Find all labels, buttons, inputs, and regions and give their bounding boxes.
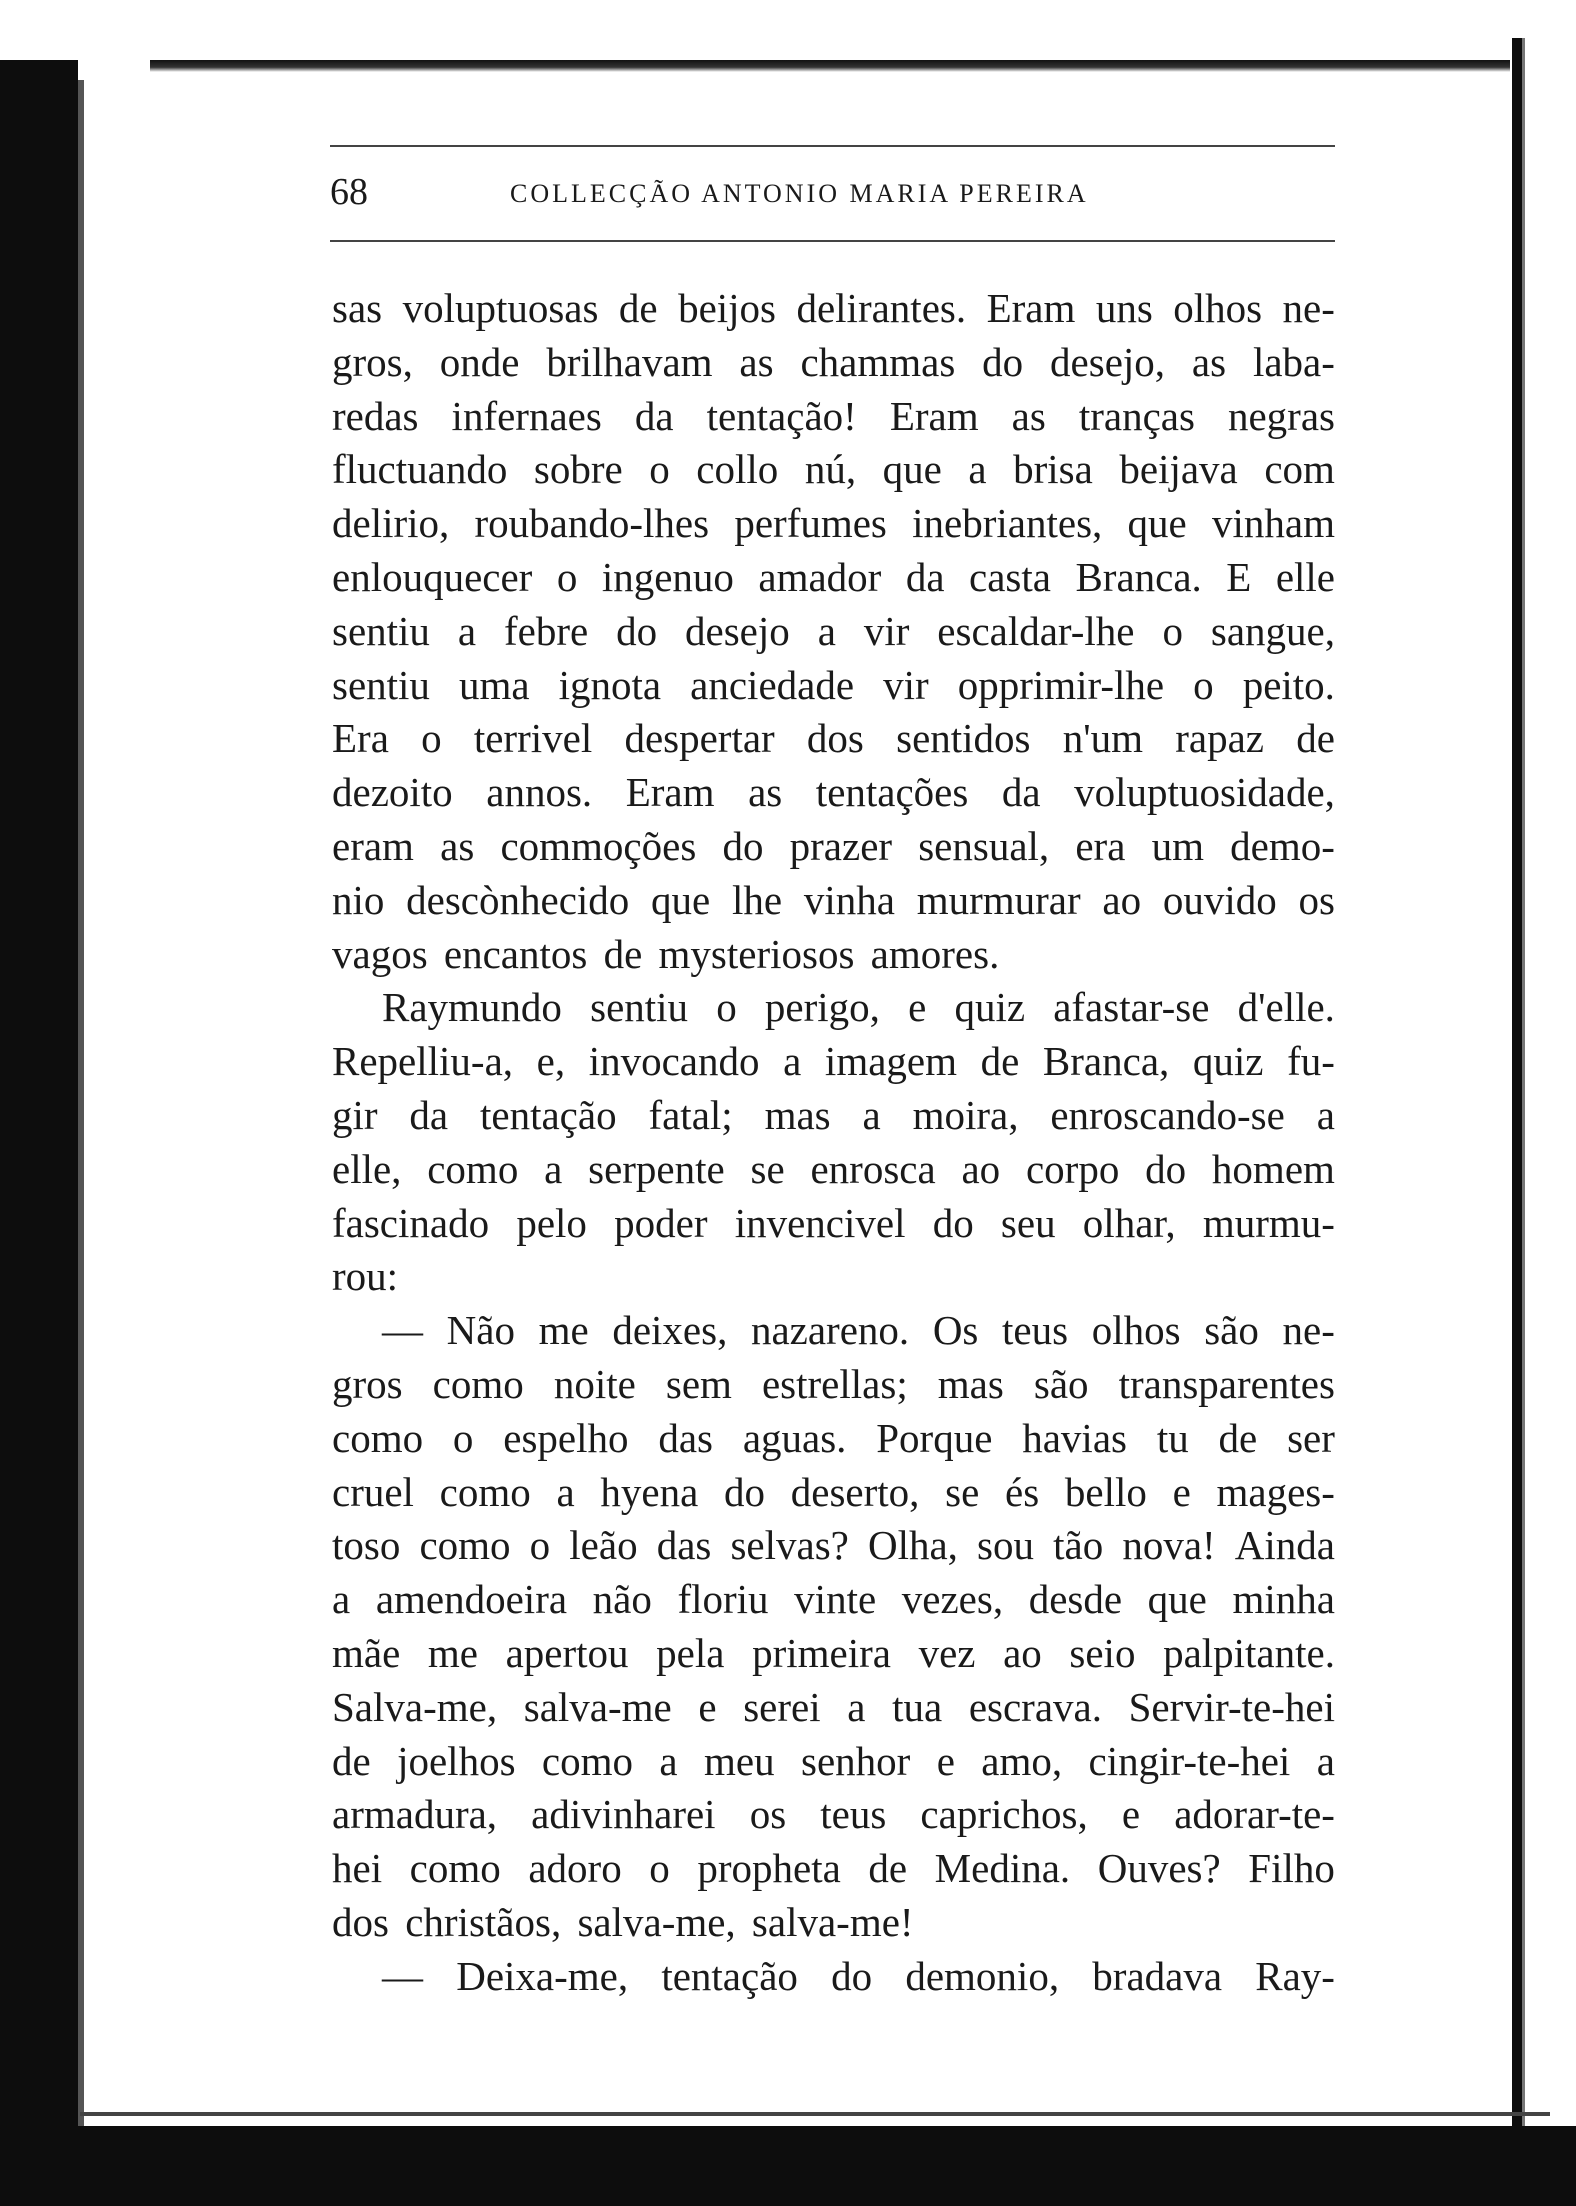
- text-line: nio descònhecido que lhe vinha murmurar ao ouvido os: [332, 876, 1335, 923]
- text-line: como o espelho das aguas. Porque havias tu de ser: [332, 1414, 1335, 1461]
- text-line: dezoito annos. Eram as tentações da voluptuosidade,: [332, 769, 1335, 816]
- text-line: hei como adoro o propheta de Medina. Ouves? Filho: [332, 1845, 1335, 1892]
- paragraph-last-line: rou:: [332, 1253, 399, 1300]
- header-rule-top: [330, 145, 1335, 147]
- paragraph-first-line: Raymundo sentiu o perigo, e quiz afastar-se d'elle.: [382, 984, 1335, 1031]
- text-line: eram as commoções do prazer sensual, era um demo-: [332, 822, 1335, 869]
- text-line: sentiu uma ignota anciedade vir opprimir-lhe o peito.: [332, 661, 1335, 708]
- text-line: fascinado pelo poder invencivel do seu olhar, murmu-: [332, 1199, 1335, 1246]
- text-line: elle, como a serpente se enrosca ao corpo do homem: [332, 1145, 1335, 1192]
- text-line: enlouquecer o ingenuo amador da casta Branca. E elle: [332, 553, 1335, 600]
- text-line: Salva-me, salva-me e serei a tua escrava. Servir-te-hei: [332, 1683, 1335, 1730]
- scan-border-left-inner: [78, 80, 84, 2160]
- text-line: toso como o leão das selvas? Olha, sou tão nova! Ainda: [332, 1522, 1335, 1569]
- text-line: sentiu a febre do desejo a vir escaldar-lhe o sangue,: [332, 607, 1335, 654]
- paragraph-first-line: — Não me deixes, nazareno. Os teus olhos são ne-: [382, 1307, 1335, 1354]
- text-line: gros como noite sem estrellas; mas são transparentes: [332, 1360, 1335, 1407]
- running-title: COLLECÇÃO ANTONIO MARIA PEREIRA: [510, 179, 1089, 208]
- text-line: fluctuando sobre o collo nú, que a brisa beijava com: [332, 446, 1335, 493]
- page-header: [330, 172, 1335, 212]
- text-line: Repelliu-a, e, invocando a imagem de Branca, quiz fu-: [332, 1038, 1335, 1085]
- text-line: mãe me apertou pela primeira vez ao seio palpitante.: [332, 1629, 1335, 1676]
- body-text: [332, 282, 1335, 2004]
- scan-border-left: [0, 60, 78, 2206]
- header-rule-bottom: [330, 240, 1335, 242]
- text-line: gros, onde brilhavam as chammas do desejo, as laba-: [332, 338, 1335, 385]
- text-line: delirio, roubando-lhes perfumes inebriantes, que vinham: [332, 500, 1335, 547]
- text-line: de joelhos como a meu senhor e amo, cingir-te-hei a: [332, 1737, 1335, 1784]
- text-line: sas voluptuosas de beijos delirantes. Eram uns olhos ne-: [332, 285, 1335, 331]
- paragraph-last-line: vagos encantos de mysteriosos amores.: [332, 930, 1000, 977]
- text-line: a amendoeira não floriu vinte vezes, desde que minha: [332, 1576, 1335, 1623]
- text-line: Era o terrivel despertar dos sentidos n'um rapaz de: [332, 715, 1335, 762]
- scan-border-right: [1512, 38, 1522, 2128]
- text-line: armadura, adivinharei os teus caprichos, e adorar-te-: [332, 1791, 1335, 1838]
- adjacent-page-edge: [1522, 38, 1576, 2128]
- page-number: 68: [330, 171, 368, 213]
- scan-border-bottom-line: [80, 2112, 1550, 2116]
- paragraph-first-line: — Deixa-me, tentação do demonio, bradava Ray-: [382, 1952, 1335, 1999]
- text-line: redas infernaes da tentação! Eram as tranças negras: [332, 392, 1335, 439]
- text-line: gir da tentação fatal; mas a moira, enroscando-se a: [332, 1091, 1335, 1138]
- paragraph-last-line: dos christãos, salva-me, salva-me!: [332, 1898, 914, 1945]
- scan-border-top: [150, 60, 1510, 72]
- text-line: cruel como a hyena do deserto, se és bello e mages-: [332, 1468, 1335, 1515]
- scan-border-bottom: [70, 2126, 1576, 2206]
